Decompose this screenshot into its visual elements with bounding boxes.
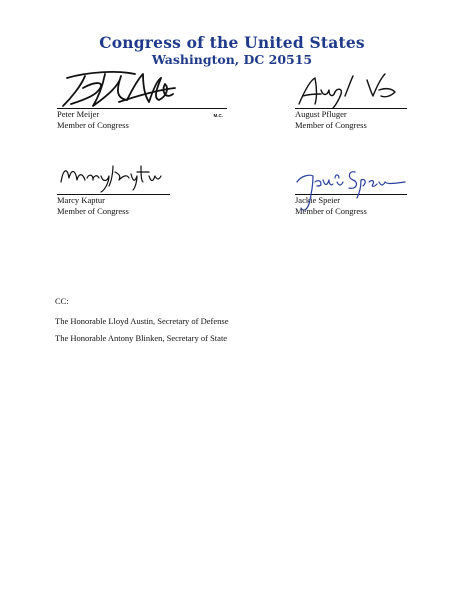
signatory-name: August Pfluger	[295, 109, 347, 119]
signatory-title: Member of Congress	[57, 120, 129, 130]
signature-block-meijer	[57, 66, 227, 131]
cc-section	[55, 296, 229, 350]
signature-image	[57, 152, 170, 194]
letterhead-title: Congress of the United States	[99, 33, 365, 52]
signatory-name: Peter Meijer	[57, 109, 100, 119]
signature-speier-icon	[295, 152, 407, 214]
signatory-title: Member of Congress	[295, 120, 367, 130]
signatory-title: Member of Congress	[57, 206, 129, 216]
signatory-name: Jackie Speier	[295, 195, 341, 205]
mc-mark: M.C.	[213, 113, 223, 118]
signature-image	[295, 152, 407, 194]
signature-image	[295, 66, 407, 108]
signature-pfluger-icon	[295, 66, 407, 108]
signature-kaptur-icon	[57, 152, 170, 194]
cc-recipient: The Honorable Lloyd Austin, Secretary of Defense	[55, 316, 229, 326]
signatory-title: Member of Congress	[295, 206, 367, 216]
cc-recipient: The Honorable Antony Blinken, Secretary of State	[55, 333, 228, 343]
signature-meijer-icon	[57, 66, 227, 108]
signature-block-pfluger	[295, 66, 407, 131]
letterhead-subtitle: Washington, DC 20515	[151, 52, 313, 67]
letterhead	[0, 34, 464, 67]
cc-label: CC:	[55, 296, 69, 306]
signature-block-speier	[295, 152, 407, 217]
signatory-name: Marcy Kaptur	[57, 195, 105, 205]
signature-block-kaptur	[57, 152, 170, 217]
